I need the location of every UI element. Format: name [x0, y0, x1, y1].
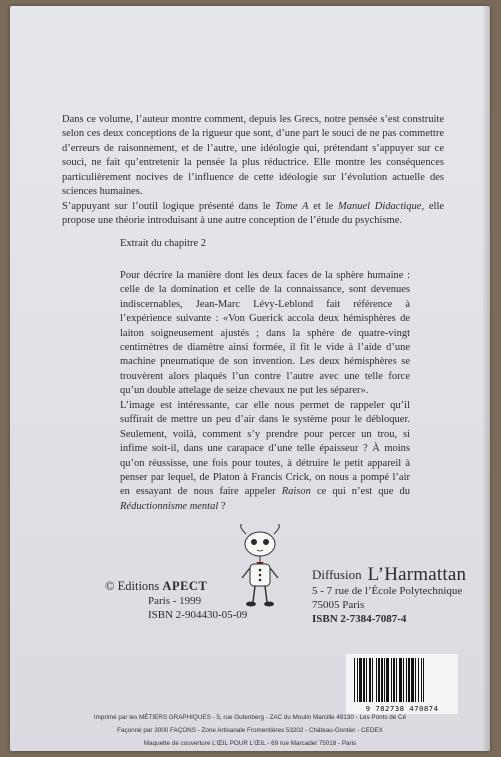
- extract-p2-text-a: L’image est intéressante, car elle nous permet de rappeler qu’il suffirait de mettre un peu d’air dans le système pour le débloquer. Seulement, voilà, comment s’y prendre pour percer un trou, si infime soit-il, dans une carapace d’une telle épaisseur ? À moins qu’on réussisse, une fois pour toutes, à détruire le petit appareil à penser par lequel, de Platon à Francis Crick, on nous a pompé l’air en essayant de nous faire appeler: [120, 400, 410, 498]
- extract-paragraph-1: Pour décrire la manière dont les deux faces de la sphère humaine : celle de la domination et celle de la connaissance, sont devenues indiscernables, Jean-Marc Lévy-Leblond fait référence à l’expérience suivante : «Von Guerick accola deux hémisphères de laiton soigneusement ajustés ; dans la sphère de quatre-vingt centimètres de diamètre ainsi formée, il fit le vide à l’aide d’une machine pneumatique de son invention. Les deux hémisphères se trouvèrent alors plaqués l’un contre l’autre avec une telle force qu’un double attelage de seize chevaux ne put les séparer».: [120, 270, 410, 397]
- isbn-barcode: [346, 654, 458, 714]
- extract-p2-text-b: ce qui n’est que du: [310, 486, 410, 498]
- copyright-prefix: © Editions: [105, 579, 163, 593]
- distributor-line: [312, 566, 466, 584]
- publisher-block: [105, 578, 247, 622]
- back-cover: [10, 6, 490, 751]
- publisher-line: [105, 578, 247, 594]
- tome-a-title: Tome A: [275, 201, 309, 212]
- summary-p2-text-c: , elle propose une théorie introduisant à une autre conception de l’étude du psychisme.: [62, 201, 445, 227]
- reductionnisme-mental-term: Réductionnisme mental: [120, 500, 219, 512]
- extract-heading: Extrait du chapitre 2: [120, 238, 207, 249]
- publisher-isbn: ISBN 2-904430-05-09: [148, 609, 248, 621]
- printer-line-3: Maquette de couverture L’ŒIL POUR L’ŒIL - 69 rue Marcadet 75018 - Paris: [143, 740, 357, 747]
- harmattan-logo: L’Harmattan: [367, 564, 467, 585]
- diffusion-label: Diffusion: [312, 567, 362, 582]
- distributor-block: [312, 566, 466, 626]
- summary-p2-text-b: et le: [308, 201, 338, 212]
- printer-line-1: Imprimé par les MÉTIERS GRAPHIQUES - 5, rue Gutenberg - ZAC du Moulin Marcille 49130 - Les Ponts de Cé: [93, 714, 407, 721]
- publisher-name: APECT: [162, 579, 208, 593]
- manuel-didactique-title: Manuel Didactique: [337, 201, 422, 212]
- barcode-digits: 9 782738 470874: [365, 704, 439, 713]
- cover-edge-shadow: [482, 6, 490, 751]
- extract-p2-text-c: ?: [218, 500, 226, 512]
- summary-paragraph-2: [62, 200, 444, 229]
- distributor-postcode: 75005 Paris: [312, 599, 365, 611]
- distributor-address: 5 - 7 rue de l’École Polytechnique: [312, 585, 463, 597]
- summary-paragraph-1: Dans ce volume, l’auteur montre comment, depuis les Grecs, notre pensée s’est construite selon ces deux conceptions de la rigueur que sont, d’une part le souci de ne pas commettre d’erreurs de raisonnement, et de l’autre, une idéologie qui, prétendant s’appuyer sur ce souci, ne fait qu’entretenir la pensée la plus réductrice. Elle montre les conséquences particulièrement nocives de l’influence de cette idéologie sur l’évolution actuelle des sciences humaines.: [62, 114, 444, 198]
- printer-line-2: Façonné par 3000 FAÇONS - Zone Artisanale Fromentières 53202 - Château-Gontier - CEDEX: [117, 727, 383, 734]
- raison-word: Raison: [281, 486, 311, 498]
- barcode-bars: [346, 654, 458, 704]
- publisher-city-year: Paris - 1999: [148, 595, 202, 607]
- distributor-isbn: ISBN 2-7384-7087-4: [312, 613, 407, 625]
- summary-p2-text-a: S’appuyant sur l’outil logique présenté dans le: [62, 201, 276, 212]
- extract-paragraph-2: [120, 399, 410, 514]
